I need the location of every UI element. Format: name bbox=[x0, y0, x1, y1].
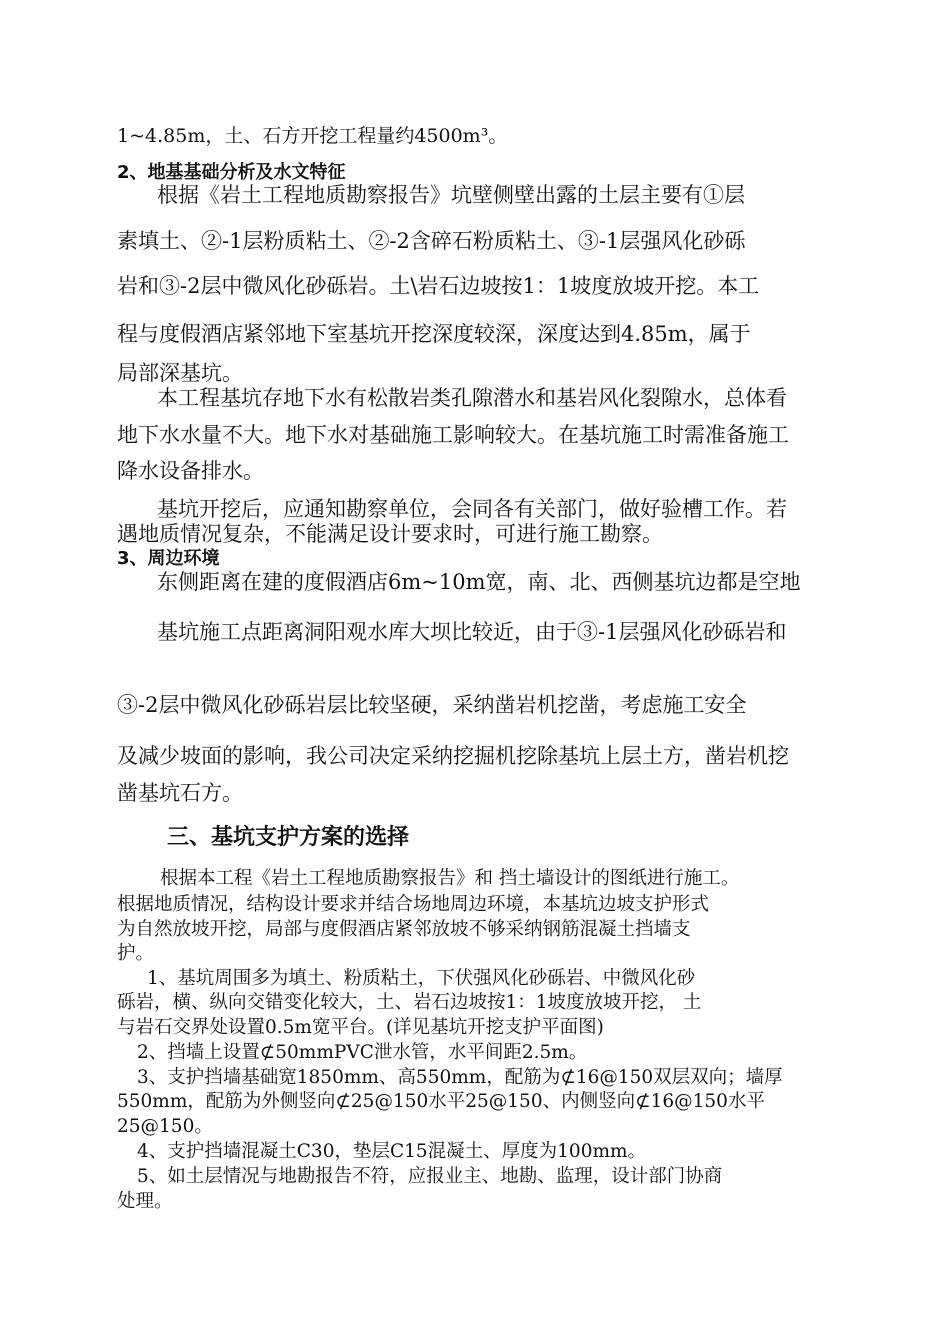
paragraph-line: 根据地质情况，结构设计要求并结合场地周边环境，本基坑边坡支护形式 bbox=[117, 894, 710, 915]
paragraph-line: 凿基坑石方。 bbox=[117, 781, 243, 805]
paragraph-line: 及减少坡面的影响，我公司决定采纳挖掘机挖除基坑上层土方，凿岩机挖 bbox=[117, 744, 789, 768]
paragraph-line: 本工程基坑存地下水有松散岩类孔隙潜水和基岩风化裂隙水，总体看 bbox=[157, 386, 787, 410]
paragraph-line: 处理。 bbox=[117, 1191, 173, 1212]
paragraph-line: 程与度假酒店紧邻地下室基坑开挖深度较深，深度达到4.85m，属于 bbox=[117, 322, 751, 346]
text-line: 1~4.85m，土、石方开挖工程量约4500m³。 bbox=[117, 125, 508, 147]
section-heading: 2、地基基础分析及水文特征 bbox=[117, 162, 346, 183]
chapter-heading: 三、基坑支护方案的选择 bbox=[167, 825, 410, 850]
paragraph-line: 地下水水量不大。地下水对基础施工影响较大。在基坑施工时需准备施工 bbox=[117, 423, 789, 447]
paragraph-line: 降水设备排水。 bbox=[117, 459, 264, 483]
paragraph-line: 4、支护挡墙混凝土C30，垫层C15混凝土、厚度为100mm。 bbox=[137, 1141, 647, 1162]
paragraph-line: 基坑开挖后，应通知勘察单位，会同各有关部门，做好验槽工作。若 bbox=[157, 497, 787, 521]
paragraph-line: 岩和③-2层中微风化砂砾岩。土\岩石边坡按1：1坡度放坡开挖。本工 bbox=[117, 274, 760, 298]
paragraph-line: 东侧距离在建的度假酒店6m~10m宽，南、北、西侧基坑边都是空地 bbox=[157, 570, 801, 594]
paragraph-line: 根据《岩土工程地质勘察报告》坑壁侧壁出露的土层主要有①层 bbox=[157, 183, 745, 207]
paragraph-line: 砾岩，横、纵向交错变化较大，土、岩石边坡按1：1坡度放坡开挖， 土 bbox=[117, 992, 702, 1013]
paragraph-line: 遇地质情况复杂，不能满足设计要求时，可进行施工勘察。 bbox=[117, 522, 663, 546]
paragraph-line: 基坑施工点距离洞阳观水库大坝比较近，由于③-1层强风化砂砾岩和 bbox=[157, 620, 787, 644]
paragraph-line: 550mm，配筋为外侧竖向⊄25@150水平25@150、内侧竖向⊄16@150水平 bbox=[117, 1091, 765, 1112]
paragraph-line: 25@150。 bbox=[117, 1116, 213, 1137]
paragraph-line: 根据本工程《岩土工程地质勘察报告》和 挡土墙设计的图纸进行施工。 bbox=[160, 868, 740, 889]
section-heading: 3、周边环境 bbox=[117, 548, 220, 569]
paragraph-line: 为自然放坡开挖，局部与度假酒店紧邻放坡不够采纳钢筋混凝土挡墙支 bbox=[117, 919, 691, 940]
paragraph-line: 5、如土层情况与地勘报告不符，应报业主、地勘、监理，设计部门协商 bbox=[137, 1166, 723, 1187]
paragraph-line: 1、基坑周围多为填土、粉质粘土，下伏强风化砂砾岩、中微风化砂 bbox=[147, 968, 696, 989]
paragraph-line: 2、挡墙上设置⊄50mmPVC泄水管，水平间距2.5m。 bbox=[137, 1042, 588, 1063]
paragraph-line: 3、支护挡墙基础宽1850mm、高550mm，配筋为⊄16@150双层双向；墙厚 bbox=[137, 1067, 783, 1088]
paragraph-line: 局部深基坑。 bbox=[117, 361, 243, 385]
paragraph-line: ③-2层中微风化砂砾岩层比较坚硬，采纳凿岩机挖凿，考虑施工安全 bbox=[117, 693, 747, 717]
paragraph-line: 护。 bbox=[117, 943, 155, 964]
paragraph-line: 与岩石交界处设置0.5m宽平台。(详见基坑开挖支护平面图) bbox=[117, 1017, 604, 1038]
paragraph-line: 素填土、②-1层粉质粘土、②-2含碎石粉质粘土、③-1层强风化砂砾 bbox=[117, 229, 746, 253]
